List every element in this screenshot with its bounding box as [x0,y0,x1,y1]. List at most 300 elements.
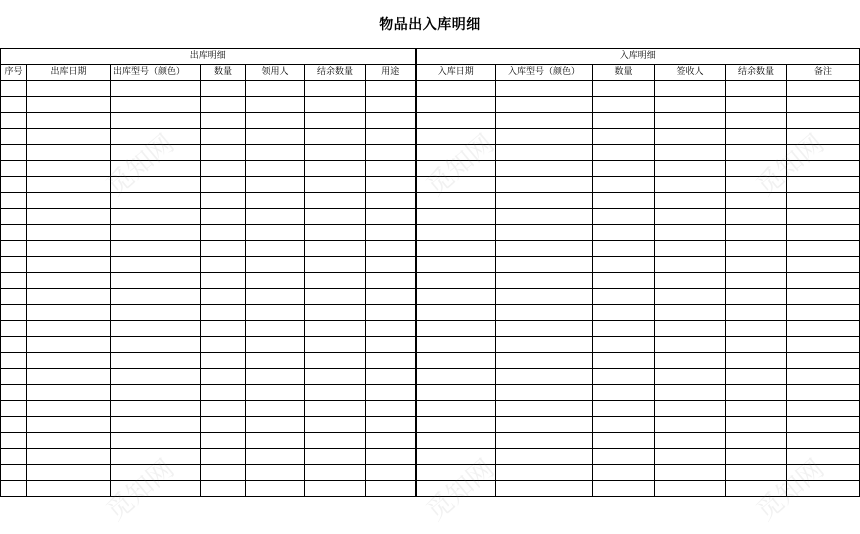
table-cell[interactable] [655,417,726,433]
table-cell[interactable] [496,257,593,273]
table-cell[interactable] [305,177,366,193]
table-cell[interactable] [655,369,726,385]
table-cell[interactable] [496,369,593,385]
table-cell[interactable] [1,193,27,209]
table-cell[interactable] [496,417,593,433]
table-cell[interactable] [593,113,655,129]
table-cell[interactable] [787,241,860,257]
table-cell[interactable] [246,385,305,401]
table-cell[interactable] [111,369,201,385]
table-cell[interactable] [593,337,655,353]
table-cell[interactable] [246,417,305,433]
table-cell[interactable] [655,81,726,97]
table-cell[interactable] [1,353,27,369]
table-cell[interactable] [27,113,111,129]
table-cell[interactable] [726,465,787,481]
table-cell[interactable] [246,369,305,385]
table-cell[interactable] [496,481,593,497]
table-cell[interactable] [27,273,111,289]
table-cell[interactable] [246,97,305,113]
table-cell[interactable] [201,113,246,129]
table-cell[interactable] [305,113,366,129]
table-cell[interactable] [1,161,27,177]
table-cell[interactable] [655,177,726,193]
table-cell[interactable] [27,177,111,193]
table-cell[interactable] [787,369,860,385]
table-cell[interactable] [593,305,655,321]
table-cell[interactable] [1,337,27,353]
table-cell[interactable] [27,417,111,433]
table-cell[interactable] [496,433,593,449]
table-cell[interactable] [1,225,27,241]
table-cell[interactable] [655,225,726,241]
table-cell[interactable] [366,113,416,129]
table-cell[interactable] [111,433,201,449]
table-cell[interactable] [366,449,416,465]
table-cell[interactable] [366,241,416,257]
table-cell[interactable] [246,241,305,257]
table-cell[interactable] [201,353,246,369]
table-cell[interactable] [305,369,366,385]
table-cell[interactable] [787,129,860,145]
table-cell[interactable] [305,385,366,401]
table-cell[interactable] [787,193,860,209]
table-cell[interactable] [27,193,111,209]
table-cell[interactable] [593,81,655,97]
table-cell[interactable] [27,257,111,273]
table-cell[interactable] [305,225,366,241]
table-cell[interactable] [496,81,593,97]
table-cell[interactable] [246,273,305,289]
table-cell[interactable] [787,145,860,161]
table-cell[interactable] [726,289,787,305]
table-cell[interactable] [201,337,246,353]
table-cell[interactable] [726,385,787,401]
table-cell[interactable] [787,161,860,177]
table-cell[interactable] [305,321,366,337]
table-cell[interactable] [726,161,787,177]
table-cell[interactable] [111,225,201,241]
table-cell[interactable] [593,369,655,385]
table-cell[interactable] [111,289,201,305]
table-cell[interactable] [1,417,27,433]
table-cell[interactable] [496,305,593,321]
table-cell[interactable] [111,97,201,113]
table-cell[interactable] [201,433,246,449]
table-cell[interactable] [111,209,201,225]
table-cell[interactable] [366,225,416,241]
table-cell[interactable] [655,465,726,481]
table-cell[interactable] [787,289,860,305]
table-cell[interactable] [366,81,416,97]
table-cell[interactable] [496,145,593,161]
table-cell[interactable] [593,449,655,465]
table-cell[interactable] [655,385,726,401]
table-cell[interactable] [496,241,593,257]
table-cell[interactable] [366,145,416,161]
table-cell[interactable] [246,401,305,417]
table-cell[interactable] [787,209,860,225]
table-cell[interactable] [305,145,366,161]
table-cell[interactable] [726,81,787,97]
table-cell[interactable] [787,225,860,241]
table-cell[interactable] [787,481,860,497]
table-cell[interactable] [416,369,496,385]
table-cell[interactable] [201,209,246,225]
table-cell[interactable] [201,449,246,465]
table-cell[interactable] [496,321,593,337]
table-cell[interactable] [416,401,496,417]
table-cell[interactable] [416,81,496,97]
table-cell[interactable] [111,273,201,289]
table-cell[interactable] [593,481,655,497]
table-cell[interactable] [111,401,201,417]
table-cell[interactable] [111,81,201,97]
table-cell[interactable] [726,273,787,289]
table-cell[interactable] [496,289,593,305]
table-cell[interactable] [246,161,305,177]
table-cell[interactable] [787,81,860,97]
table-cell[interactable] [246,465,305,481]
table-cell[interactable] [27,145,111,161]
table-cell[interactable] [366,385,416,401]
table-cell[interactable] [305,401,366,417]
table-cell[interactable] [305,337,366,353]
table-cell[interactable] [593,97,655,113]
table-cell[interactable] [1,481,27,497]
table-cell[interactable] [655,273,726,289]
table-cell[interactable] [655,129,726,145]
table-cell[interactable] [726,145,787,161]
table-cell[interactable] [366,209,416,225]
table-cell[interactable] [1,145,27,161]
table-cell[interactable] [726,193,787,209]
table-cell[interactable] [366,273,416,289]
table-cell[interactable] [726,177,787,193]
table-cell[interactable] [27,289,111,305]
table-cell[interactable] [787,449,860,465]
table-cell[interactable] [416,449,496,465]
table-cell[interactable] [305,289,366,305]
table-cell[interactable] [27,225,111,241]
table-cell[interactable] [111,449,201,465]
table-cell[interactable] [305,129,366,145]
table-cell[interactable] [726,449,787,465]
table-cell[interactable] [593,385,655,401]
table-cell[interactable] [416,481,496,497]
table-cell[interactable] [201,417,246,433]
table-cell[interactable] [201,97,246,113]
table-cell[interactable] [305,449,366,465]
table-cell[interactable] [366,369,416,385]
table-cell[interactable] [496,401,593,417]
table-cell[interactable] [655,401,726,417]
table-cell[interactable] [726,113,787,129]
table-cell[interactable] [416,465,496,481]
table-cell[interactable] [111,321,201,337]
table-cell[interactable] [201,481,246,497]
table-cell[interactable] [246,433,305,449]
table-cell[interactable] [1,321,27,337]
table-cell[interactable] [201,177,246,193]
table-cell[interactable] [1,97,27,113]
table-cell[interactable] [366,417,416,433]
table-cell[interactable] [111,177,201,193]
table-cell[interactable] [305,481,366,497]
table-cell[interactable] [366,177,416,193]
table-cell[interactable] [27,81,111,97]
table-cell[interactable] [1,257,27,273]
table-cell[interactable] [111,417,201,433]
table-cell[interactable] [1,289,27,305]
table-cell[interactable] [366,161,416,177]
table-cell[interactable] [726,401,787,417]
table-cell[interactable] [305,433,366,449]
table-cell[interactable] [593,177,655,193]
table-cell[interactable] [366,481,416,497]
table-cell[interactable] [366,257,416,273]
table-cell[interactable] [27,433,111,449]
table-cell[interactable] [593,433,655,449]
table-cell[interactable] [27,449,111,465]
table-cell[interactable] [305,97,366,113]
table-cell[interactable] [1,305,27,321]
table-cell[interactable] [27,481,111,497]
table-cell[interactable] [416,433,496,449]
table-cell[interactable] [201,241,246,257]
table-cell[interactable] [111,129,201,145]
table-cell[interactable] [726,481,787,497]
table-cell[interactable] [416,321,496,337]
table-cell[interactable] [246,129,305,145]
table-cell[interactable] [246,209,305,225]
table-cell[interactable] [416,273,496,289]
table-cell[interactable] [246,289,305,305]
table-cell[interactable] [593,193,655,209]
table-cell[interactable] [201,305,246,321]
table-cell[interactable] [246,145,305,161]
table-cell[interactable] [726,353,787,369]
table-cell[interactable] [111,353,201,369]
table-cell[interactable] [1,465,27,481]
table-cell[interactable] [726,97,787,113]
table-cell[interactable] [111,113,201,129]
table-cell[interactable] [416,193,496,209]
table-cell[interactable] [1,113,27,129]
table-cell[interactable] [305,241,366,257]
table-cell[interactable] [655,321,726,337]
table-cell[interactable] [246,321,305,337]
table-cell[interactable] [305,209,366,225]
table-cell[interactable] [655,209,726,225]
table-cell[interactable] [366,433,416,449]
table-cell[interactable] [366,401,416,417]
table-cell[interactable] [1,449,27,465]
table-cell[interactable] [726,129,787,145]
table-cell[interactable] [1,241,27,257]
table-cell[interactable] [726,417,787,433]
table-cell[interactable] [416,257,496,273]
table-cell[interactable] [111,385,201,401]
table-cell[interactable] [787,385,860,401]
table-cell[interactable] [201,193,246,209]
table-cell[interactable] [201,161,246,177]
table-cell[interactable] [496,97,593,113]
table-cell[interactable] [1,385,27,401]
table-cell[interactable] [787,353,860,369]
table-cell[interactable] [416,241,496,257]
table-cell[interactable] [27,369,111,385]
table-cell[interactable] [1,433,27,449]
table-cell[interactable] [655,337,726,353]
table-cell[interactable] [593,145,655,161]
table-cell[interactable] [496,177,593,193]
table-cell[interactable] [27,321,111,337]
table-cell[interactable] [496,465,593,481]
table-cell[interactable] [246,193,305,209]
table-cell[interactable] [416,305,496,321]
table-cell[interactable] [496,113,593,129]
table-cell[interactable] [787,321,860,337]
table-cell[interactable] [496,337,593,353]
table-cell[interactable] [655,289,726,305]
table-cell[interactable] [366,337,416,353]
table-cell[interactable] [111,145,201,161]
table-cell[interactable] [111,161,201,177]
table-cell[interactable] [246,337,305,353]
table-cell[interactable] [416,129,496,145]
table-cell[interactable] [111,337,201,353]
table-cell[interactable] [201,321,246,337]
table-cell[interactable] [593,209,655,225]
table-cell[interactable] [246,449,305,465]
table-cell[interactable] [201,145,246,161]
table-cell[interactable] [655,433,726,449]
table-cell[interactable] [366,129,416,145]
table-cell[interactable] [416,177,496,193]
table-cell[interactable] [111,257,201,273]
table-cell[interactable] [246,257,305,273]
table-cell[interactable] [366,305,416,321]
table-cell[interactable] [726,433,787,449]
table-cell[interactable] [416,97,496,113]
table-cell[interactable] [496,353,593,369]
table-cell[interactable] [111,305,201,321]
table-cell[interactable] [655,353,726,369]
table-cell[interactable] [201,385,246,401]
table-cell[interactable] [726,305,787,321]
table-cell[interactable] [201,81,246,97]
table-cell[interactable] [787,401,860,417]
table-cell[interactable] [593,225,655,241]
table-cell[interactable] [593,161,655,177]
table-cell[interactable] [27,465,111,481]
table-cell[interactable] [305,353,366,369]
table-cell[interactable] [655,161,726,177]
table-cell[interactable] [496,209,593,225]
table-cell[interactable] [787,465,860,481]
table-cell[interactable] [111,193,201,209]
table-cell[interactable] [787,273,860,289]
table-cell[interactable] [416,113,496,129]
table-cell[interactable] [593,401,655,417]
table-cell[interactable] [416,145,496,161]
table-cell[interactable] [655,145,726,161]
table-cell[interactable] [655,481,726,497]
table-cell[interactable] [1,81,27,97]
table-cell[interactable] [246,481,305,497]
table-cell[interactable] [726,337,787,353]
table-cell[interactable] [787,97,860,113]
table-cell[interactable] [27,129,111,145]
table-cell[interactable] [496,449,593,465]
table-cell[interactable] [201,369,246,385]
table-cell[interactable] [496,273,593,289]
table-cell[interactable] [111,465,201,481]
table-cell[interactable] [787,417,860,433]
table-cell[interactable] [27,241,111,257]
table-cell[interactable] [726,241,787,257]
table-cell[interactable] [27,385,111,401]
table-cell[interactable] [593,257,655,273]
table-cell[interactable] [787,337,860,353]
table-cell[interactable] [726,225,787,241]
table-cell[interactable] [366,465,416,481]
table-cell[interactable] [655,113,726,129]
table-cell[interactable] [305,257,366,273]
table-cell[interactable] [726,257,787,273]
table-cell[interactable] [787,113,860,129]
table-cell[interactable] [655,241,726,257]
table-cell[interactable] [27,97,111,113]
table-cell[interactable] [496,225,593,241]
table-cell[interactable] [305,273,366,289]
table-cell[interactable] [27,305,111,321]
table-cell[interactable] [246,81,305,97]
table-cell[interactable] [366,321,416,337]
table-cell[interactable] [416,161,496,177]
table-cell[interactable] [593,289,655,305]
table-cell[interactable] [366,289,416,305]
table-cell[interactable] [593,273,655,289]
table-cell[interactable] [416,337,496,353]
table-cell[interactable] [1,129,27,145]
table-cell[interactable] [726,321,787,337]
table-cell[interactable] [246,113,305,129]
table-cell[interactable] [201,465,246,481]
table-cell[interactable] [1,177,27,193]
table-cell[interactable] [416,417,496,433]
table-cell[interactable] [655,449,726,465]
table-cell[interactable] [1,273,27,289]
table-cell[interactable] [416,225,496,241]
table-cell[interactable] [593,353,655,369]
table-cell[interactable] [787,257,860,273]
table-cell[interactable] [27,209,111,225]
table-cell[interactable] [201,129,246,145]
table-cell[interactable] [366,193,416,209]
table-cell[interactable] [201,289,246,305]
table-cell[interactable] [593,241,655,257]
table-cell[interactable] [787,177,860,193]
table-cell[interactable] [366,97,416,113]
table-cell[interactable] [496,129,593,145]
table-cell[interactable] [655,193,726,209]
table-cell[interactable] [27,337,111,353]
table-cell[interactable] [593,129,655,145]
table-cell[interactable] [416,289,496,305]
table-cell[interactable] [496,385,593,401]
